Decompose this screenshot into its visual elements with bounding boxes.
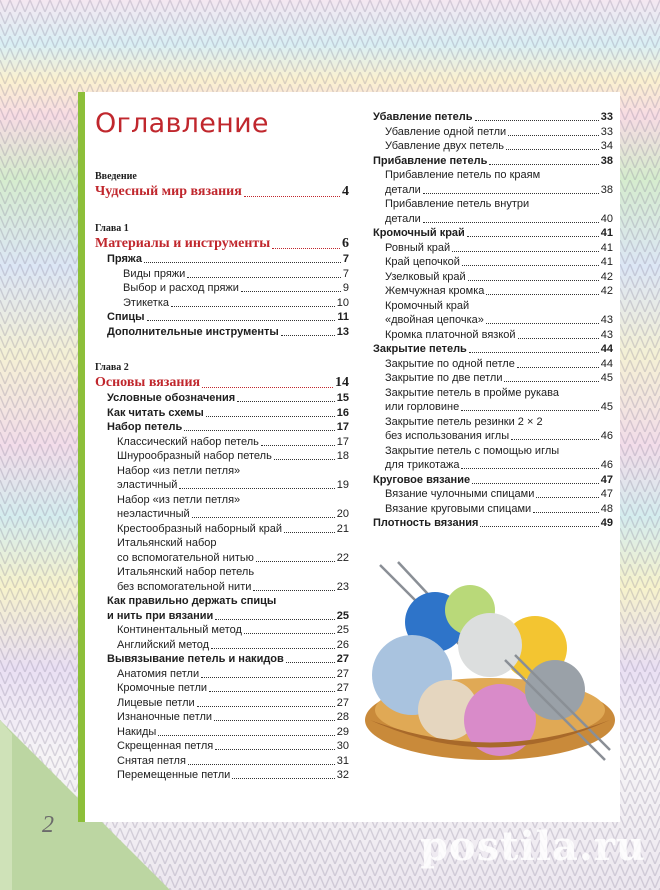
entry-page: 27 bbox=[336, 682, 349, 694]
entry-text: Скрещенная петля bbox=[117, 740, 214, 752]
dot-leader bbox=[256, 561, 335, 562]
entry-text: Основы вязания bbox=[95, 375, 201, 390]
toc-entry-line[interactable]: Закрытие петель в пройме рукава bbox=[385, 386, 560, 399]
entry-text: Вязание круговыми спицами bbox=[385, 502, 532, 515]
dot-leader bbox=[215, 619, 334, 620]
dot-leader bbox=[261, 445, 335, 446]
entry-text: Пряжа bbox=[107, 253, 142, 265]
toc-entry[interactable] bbox=[95, 696, 349, 711]
dot-leader bbox=[489, 164, 598, 165]
entry-page: 25 bbox=[336, 609, 349, 622]
entry-page: 27 bbox=[336, 653, 349, 665]
entry-page: 45 bbox=[600, 372, 613, 384]
entry-text: Материалы и инструменты bbox=[95, 236, 271, 251]
entry-page: 29 bbox=[336, 725, 349, 738]
dot-leader bbox=[518, 338, 599, 339]
dot-leader bbox=[241, 291, 341, 292]
dot-leader bbox=[506, 149, 599, 150]
entry-text: со вспомогательной нитью bbox=[117, 551, 254, 564]
toc-entry[interactable] bbox=[95, 725, 349, 740]
entry-page: 43 bbox=[600, 328, 613, 341]
toc-entry[interactable] bbox=[373, 212, 613, 227]
toc-entry[interactable] bbox=[373, 183, 613, 198]
toc-entry-chapter-2[interactable] bbox=[95, 374, 349, 391]
chapter-2-label: Глава 2 bbox=[95, 362, 129, 373]
entry-text: Условные обозначения bbox=[107, 392, 236, 404]
entry-page: 47 bbox=[600, 473, 613, 486]
dot-leader bbox=[144, 262, 341, 263]
toc-entry[interactable] bbox=[95, 310, 349, 325]
toc-entry[interactable] bbox=[373, 270, 613, 285]
page-number: 2 bbox=[42, 812, 54, 838]
dot-leader bbox=[206, 416, 335, 417]
entry-page: 41 bbox=[600, 256, 613, 268]
dot-leader bbox=[232, 778, 334, 779]
entry-text: Спицы bbox=[107, 311, 145, 323]
dot-leader bbox=[158, 735, 334, 736]
dot-leader bbox=[452, 251, 599, 252]
entry-text: Набор петель bbox=[107, 421, 183, 433]
toc-entry[interactable] bbox=[373, 473, 613, 488]
entry-page: 27 bbox=[336, 667, 349, 680]
entry-page: 28 bbox=[336, 711, 349, 723]
entry-text: для трикотажа bbox=[385, 459, 460, 471]
entry-text: Виды пряжи bbox=[123, 267, 186, 280]
dot-leader bbox=[284, 532, 335, 533]
toc-entry[interactable] bbox=[373, 371, 613, 386]
dot-leader bbox=[511, 439, 599, 440]
dot-leader bbox=[461, 410, 599, 411]
entry-page: 30 bbox=[336, 740, 349, 752]
entry-page: 46 bbox=[600, 459, 613, 471]
dot-leader bbox=[202, 387, 333, 388]
entry-text: Край цепочкой bbox=[385, 256, 460, 268]
toc-entry[interactable] bbox=[373, 313, 613, 328]
entry-text: Крестообразный наборный край bbox=[117, 522, 283, 535]
dot-leader bbox=[462, 265, 599, 266]
entry-page: 49 bbox=[600, 517, 613, 529]
entry-page: 32 bbox=[336, 769, 349, 781]
entry-text: Прибавление петель bbox=[373, 154, 488, 167]
entry-text: Убавление двух петель bbox=[385, 140, 505, 152]
entry-text: Кромочный край bbox=[373, 227, 465, 239]
page-title: Оглавление bbox=[95, 108, 269, 139]
entry-page: 17 bbox=[336, 421, 349, 433]
entry-text: Лицевые петли bbox=[117, 696, 195, 709]
entry-page: 26 bbox=[336, 638, 349, 651]
entry-text: или горловине bbox=[385, 401, 460, 413]
entry-text: Ровный край bbox=[385, 241, 451, 254]
toc-entry-line[interactable]: Прибавление петель по краям bbox=[385, 169, 541, 181]
toc-entry[interactable] bbox=[95, 420, 349, 435]
dot-leader bbox=[468, 280, 599, 281]
entry-text: Закрытие петель bbox=[373, 343, 467, 355]
toc-entry[interactable] bbox=[95, 406, 349, 421]
entry-page: 42 bbox=[600, 270, 613, 283]
toc-entry[interactable] bbox=[95, 435, 349, 450]
watermark-logo: postila.ru bbox=[419, 823, 646, 870]
toc-entry-line[interactable]: Прибавление петель внутри bbox=[385, 198, 530, 210]
dot-leader bbox=[237, 401, 335, 402]
entry-page: 22 bbox=[336, 551, 349, 564]
toc-entry[interactable] bbox=[95, 638, 349, 653]
toc-entry-line[interactable]: Итальянский набор bbox=[117, 537, 217, 549]
entry-page: 6 bbox=[342, 236, 349, 251]
yarn-basket-illustration bbox=[360, 560, 620, 785]
entry-text: Анатомия петли bbox=[117, 667, 200, 680]
entry-page: 31 bbox=[336, 754, 349, 767]
dot-leader bbox=[171, 306, 335, 307]
toc-entry[interactable] bbox=[95, 281, 349, 296]
entry-page: 19 bbox=[336, 479, 349, 491]
entry-page: 7 bbox=[342, 253, 349, 265]
toc-entry[interactable] bbox=[95, 609, 349, 624]
dot-leader bbox=[274, 459, 335, 460]
dot-leader bbox=[469, 352, 599, 353]
entry-page: 34 bbox=[600, 140, 613, 152]
toc-entry-line[interactable]: Кромочный край bbox=[385, 299, 470, 312]
dot-leader bbox=[486, 294, 598, 295]
entry-page: 23 bbox=[336, 580, 349, 593]
entry-page: 20 bbox=[336, 508, 349, 520]
entry-page: 9 bbox=[342, 282, 349, 294]
toc-entry[interactable] bbox=[373, 139, 613, 154]
toc-entry[interactable] bbox=[95, 252, 349, 267]
toc-entry-line[interactable]: Закрытие петель резинки 2 × 2 bbox=[385, 415, 543, 428]
entry-page: 42 bbox=[600, 285, 613, 297]
toc-entry-chapter-1[interactable] bbox=[95, 235, 349, 252]
entry-text: Дополнительные инструменты bbox=[107, 325, 279, 338]
toc-entry[interactable] bbox=[373, 241, 613, 256]
entry-text: Жемчужная кромка bbox=[385, 285, 485, 297]
entry-text: Этикетка bbox=[123, 296, 169, 309]
entry-text: неэластичный bbox=[117, 508, 190, 520]
toc-entry[interactable] bbox=[373, 284, 613, 299]
entry-page: 40 bbox=[600, 212, 613, 225]
entry-text: Накиды bbox=[117, 725, 157, 738]
toc-entry[interactable] bbox=[373, 502, 613, 517]
entry-page: 45 bbox=[600, 401, 613, 413]
dot-leader bbox=[188, 764, 335, 765]
entry-text: Кромочные петли bbox=[117, 682, 208, 694]
toc-entry[interactable] bbox=[373, 255, 613, 270]
dot-leader bbox=[508, 135, 599, 136]
dot-leader bbox=[423, 193, 599, 194]
toc-entry[interactable] bbox=[95, 551, 349, 566]
toc-entry[interactable] bbox=[373, 328, 613, 343]
toc-entry[interactable] bbox=[373, 154, 613, 169]
dot-leader bbox=[147, 320, 336, 321]
dot-leader bbox=[272, 248, 340, 249]
dot-leader bbox=[201, 677, 335, 678]
entry-text: Плотность вязания bbox=[373, 517, 479, 529]
dot-leader bbox=[179, 488, 334, 489]
entry-text: Круговое вязание bbox=[373, 473, 471, 486]
entry-text: Континентальный метод bbox=[117, 624, 242, 636]
toc-entry[interactable] bbox=[95, 580, 349, 595]
entry-page: 15 bbox=[336, 392, 349, 404]
toc-entry[interactable] bbox=[95, 768, 349, 783]
entry-page: 27 bbox=[336, 696, 349, 709]
entry-page: 16 bbox=[336, 406, 349, 419]
dot-leader bbox=[533, 512, 599, 513]
toc-entry[interactable] bbox=[373, 125, 613, 140]
toc-entry[interactable] bbox=[373, 429, 613, 444]
toc-entry-line[interactable]: Набор «из петли петля» bbox=[117, 464, 241, 477]
dot-leader bbox=[475, 120, 599, 121]
dot-leader bbox=[480, 526, 598, 527]
dot-leader bbox=[244, 196, 340, 197]
dot-leader bbox=[244, 633, 335, 634]
entry-page: 25 bbox=[336, 624, 349, 636]
dot-leader bbox=[461, 468, 598, 469]
dot-leader bbox=[209, 691, 335, 692]
toc-entry[interactable] bbox=[95, 667, 349, 682]
entry-page: 33 bbox=[600, 125, 613, 138]
entry-text: и нить при вязании bbox=[107, 609, 214, 622]
entry-page: 14 bbox=[335, 375, 349, 390]
entry-text: эластичный bbox=[117, 479, 178, 491]
entry-text: Закрытие по одной петле bbox=[385, 357, 515, 370]
dot-leader bbox=[197, 706, 335, 707]
entry-page: 11 bbox=[337, 311, 349, 323]
toc-entry-line[interactable]: Набор «из петли петля» bbox=[117, 493, 241, 506]
entry-text: без вспомогательной нити bbox=[117, 580, 252, 593]
toc-entry[interactable] bbox=[95, 710, 349, 725]
toc-entry[interactable] bbox=[373, 516, 613, 531]
toc-entry[interactable] bbox=[95, 754, 349, 769]
entry-text: Чудесный мир вязания bbox=[95, 184, 242, 199]
entry-text: Выбор и расход пряжи bbox=[123, 282, 239, 294]
toc-entry[interactable] bbox=[95, 325, 349, 340]
dot-leader bbox=[211, 648, 335, 649]
entry-page: 4 bbox=[342, 184, 349, 199]
toc-entry[interactable] bbox=[95, 296, 349, 311]
toc-entry[interactable] bbox=[95, 449, 349, 464]
toc-right-column bbox=[373, 110, 613, 531]
dot-leader bbox=[504, 381, 598, 382]
entry-text: Убавление одной петли bbox=[385, 125, 507, 138]
entry-page: 38 bbox=[600, 154, 613, 167]
toc-entry[interactable] bbox=[373, 226, 613, 241]
entry-page: 44 bbox=[600, 357, 613, 370]
entry-page: 47 bbox=[600, 488, 613, 500]
entry-text: Вязание чулочными спицами bbox=[385, 488, 535, 500]
toc-entry[interactable] bbox=[373, 487, 613, 502]
toc-left-column bbox=[95, 104, 349, 783]
entry-text: Вывязывание петель и накидов bbox=[107, 653, 284, 665]
entry-page: 7 bbox=[342, 267, 349, 280]
entry-page: 41 bbox=[600, 241, 613, 254]
entry-page: 33 bbox=[600, 111, 613, 123]
toc-entry[interactable] bbox=[373, 458, 613, 473]
dot-leader bbox=[187, 277, 341, 278]
intro-label: Введение bbox=[95, 171, 137, 182]
entry-text: без использования иглы bbox=[385, 430, 510, 442]
toc-entry[interactable] bbox=[95, 652, 349, 667]
entry-text: «двойная цепочка» bbox=[385, 314, 484, 326]
toc-entry-line[interactable]: Как правильно держать спицы bbox=[107, 595, 277, 607]
toc-entry[interactable] bbox=[373, 110, 613, 125]
entry-text: детали bbox=[385, 212, 421, 225]
entry-page: 18 bbox=[336, 450, 349, 462]
dot-leader bbox=[423, 222, 599, 223]
entry-page: 46 bbox=[600, 430, 613, 442]
toc-entry[interactable] bbox=[95, 507, 349, 522]
toc-entry-line[interactable]: Итальянский набор петель bbox=[117, 566, 255, 578]
entry-text: Классический набор петель bbox=[117, 435, 259, 448]
entry-page: 17 bbox=[336, 435, 349, 448]
toc-entry[interactable] bbox=[95, 391, 349, 406]
dot-leader bbox=[184, 430, 335, 431]
entry-text: Английский метод bbox=[117, 638, 210, 651]
entry-text: детали bbox=[385, 183, 421, 196]
entry-page: 43 bbox=[600, 314, 613, 326]
toc-entry[interactable] bbox=[95, 623, 349, 638]
toc-entry[interactable] bbox=[373, 400, 613, 415]
dot-leader bbox=[215, 749, 335, 750]
toc-entry[interactable] bbox=[373, 342, 613, 357]
dot-leader bbox=[467, 236, 599, 237]
dot-leader bbox=[253, 590, 334, 591]
dot-leader bbox=[286, 662, 335, 663]
entry-text: Закрытие по две петли bbox=[385, 372, 503, 384]
entry-text: Убавление петель bbox=[373, 111, 473, 123]
entry-text: Узелковый край bbox=[385, 270, 466, 283]
dot-leader bbox=[536, 497, 598, 498]
entry-text: Изнаночные петли bbox=[117, 711, 213, 723]
toc-entry-line[interactable]: Закрытие петель с помощью иглы bbox=[385, 444, 560, 457]
entry-text: Снятая петля bbox=[117, 754, 186, 767]
dot-leader bbox=[214, 720, 335, 721]
entry-text: Как читать схемы bbox=[107, 406, 204, 419]
green-accent-bar bbox=[78, 92, 85, 822]
entry-page: 38 bbox=[600, 183, 613, 196]
entry-text: Кромка платочной вязкой bbox=[385, 328, 516, 341]
toc-entry[interactable] bbox=[95, 478, 349, 493]
toc-entry-intro[interactable] bbox=[95, 183, 349, 200]
dot-leader bbox=[472, 483, 599, 484]
toc-entry[interactable] bbox=[95, 681, 349, 696]
toc-entry[interactable] bbox=[95, 522, 349, 537]
entry-page: 13 bbox=[336, 325, 349, 338]
toc-entry[interactable] bbox=[95, 267, 349, 282]
dot-leader bbox=[192, 517, 335, 518]
toc-entry[interactable] bbox=[95, 739, 349, 754]
entry-page: 21 bbox=[336, 522, 349, 535]
dot-leader bbox=[281, 335, 335, 336]
entry-page: 48 bbox=[600, 502, 613, 515]
entry-page: 44 bbox=[600, 343, 613, 355]
dot-leader bbox=[517, 367, 599, 368]
chapter-1-label: Глава 1 bbox=[95, 223, 129, 234]
dot-leader bbox=[486, 323, 599, 324]
entry-page: 41 bbox=[600, 227, 613, 239]
entry-text: Перемещенные петли bbox=[117, 769, 231, 781]
entry-text: Шнурообразный набор петель bbox=[117, 450, 272, 462]
toc-entry[interactable] bbox=[373, 357, 613, 372]
entry-page: 10 bbox=[336, 296, 349, 309]
